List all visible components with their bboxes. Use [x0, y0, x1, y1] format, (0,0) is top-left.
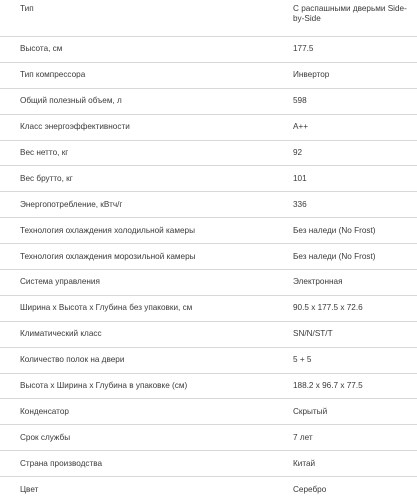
spec-label: Высота x Ширина x Глубина в упаковке (см)	[20, 381, 188, 391]
spec-label: Технология охлаждения холодильной камеры	[20, 225, 195, 235]
spec-row-energy-consumption	[0, 192, 417, 218]
spec-value: SN/N/ST/T	[293, 329, 333, 339]
spec-value: 90.5 x 177.5 x 72.6	[293, 303, 363, 313]
spec-label: Вес брутто, кг	[20, 173, 73, 183]
spec-row-control-system	[0, 270, 417, 296]
spec-label: Технология охлаждения морозильной камеры	[20, 251, 196, 261]
spec-value: Без наледи (No Frost)	[293, 251, 376, 261]
spec-label: Система управления	[20, 277, 100, 287]
spec-label: Конденсатор	[20, 406, 69, 416]
spec-label: Цвет	[20, 485, 39, 495]
spec-row-freezer-cooling	[0, 244, 417, 270]
spec-value: 101	[293, 173, 307, 183]
spec-row-dimensions-packed	[0, 374, 417, 400]
spec-label: Срок службы	[20, 432, 71, 442]
spec-row-dimensions-unpacked	[0, 296, 417, 322]
spec-value: Без наледи (No Frost)	[293, 225, 376, 235]
spec-value: 5 + 5	[293, 355, 312, 365]
spec-row-gross-weight	[0, 166, 417, 192]
spec-label: Климатический класс	[20, 329, 102, 339]
spec-label: Класс энергоэффективности	[20, 122, 130, 132]
spec-value: Скрытый	[293, 406, 328, 416]
spec-row-volume	[0, 89, 417, 115]
spec-value: Серебро	[293, 485, 327, 495]
spec-value: 7 лет	[293, 432, 313, 442]
spec-row-fridge-cooling	[0, 218, 417, 244]
spec-value: 598	[293, 96, 307, 106]
spec-label: Тип компрессора	[20, 70, 86, 80]
spec-row-climate-class	[0, 322, 417, 348]
spec-row-condenser	[0, 399, 417, 425]
spec-value: A++	[293, 122, 309, 132]
spec-value: 92	[293, 148, 303, 157]
spec-label: Энергопотребление, кВтч/г	[20, 199, 123, 209]
spec-row-type	[0, 0, 417, 37]
spec-row-service-life	[0, 425, 417, 451]
spec-label: Количество полок на двери	[20, 355, 125, 365]
spec-value: 177.5	[293, 44, 314, 54]
spec-label: Вес нетто, кг	[20, 148, 69, 157]
spec-value: С распашными дверьми Side-by-Side	[293, 4, 407, 23]
spec-row-height	[0, 37, 417, 63]
spec-label: Ширина x Высота x Глубина без упаковки, см	[20, 303, 193, 313]
spec-row-color	[0, 477, 417, 503]
spec-value: 188.2 x 96.7 x 77.5	[293, 381, 363, 391]
spec-value: Инвертор	[293, 70, 330, 80]
spec-label: Высота, см	[20, 44, 63, 54]
spec-label: Страна производства	[20, 458, 103, 468]
spec-value: Китай	[293, 458, 316, 468]
spec-row-net-weight	[0, 141, 417, 167]
spec-label: Тип	[20, 4, 34, 13]
spec-value: 336	[293, 199, 307, 209]
spec-row-energy-class	[0, 115, 417, 141]
spec-value: Электронная	[293, 277, 343, 287]
spec-label: Общий полезный объем, л	[20, 96, 122, 106]
spec-row-country	[0, 451, 417, 477]
spec-row-door-shelves	[0, 348, 417, 374]
spec-row-compressor	[0, 63, 417, 89]
